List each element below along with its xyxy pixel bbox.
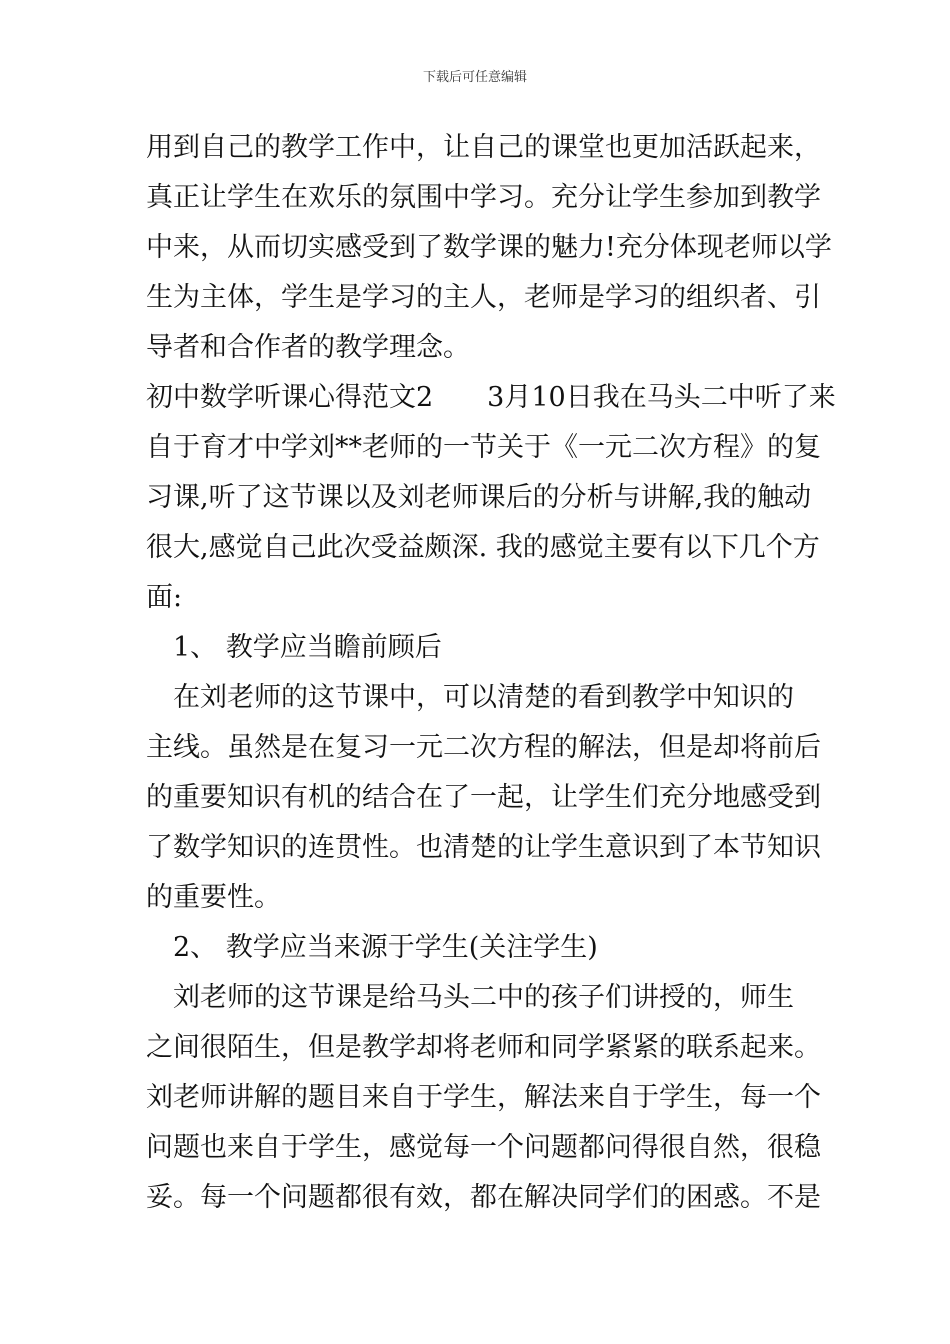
text-line: 的重要知识有机的结合在了一起，让学生们充分地感受到 [146, 782, 821, 813]
text-line: 导者和合作者的教学理念。 [146, 332, 470, 363]
page-header-note: 下载后可任意编辑 [422, 70, 527, 85]
text-line: 了数学知识的连贯性。也清楚的让学生意识到了本节知识 [146, 832, 821, 863]
text-line: 妥。每一个问题都很有效，都在解决同学们的困惑。不是 [146, 1182, 821, 1213]
text-line: 真正让学生在欢乐的氛围中学习。充分让学生参加到教学 [146, 182, 821, 213]
text-line: 中来，从而切实感受到了数学课的魅力!充分体现老师以学 [146, 232, 832, 263]
text-line: 自于育才中学刘**老师的一节关于《一元二次方程》的复 [146, 432, 821, 463]
text-line: 问题也来自于学生，感觉每一个问题都问得很自然，很稳 [146, 1132, 821, 1163]
list-heading-1: 1、 教学应当瞻前顾后 [146, 632, 442, 663]
text-line: 面: [146, 582, 183, 613]
text-line: 生为主体，学生是学习的主人，老师是学习的组织者、引 [146, 282, 821, 313]
text-line: 的重要性。 [146, 882, 281, 913]
text-line: 刘老师的这节课是给马头二中的孩子们讲授的，师生 [146, 982, 794, 1013]
text-line: 很大,感觉自己此次受益颇深. 我的感觉主要有以下几个方 [146, 532, 820, 563]
text-line: 刘老师讲解的题目来自于学生，解法来自于学生，每一个 [146, 1082, 821, 1113]
text-line: 用到自己的教学工作中，让自己的课堂也更加活跃起来， [146, 132, 821, 163]
text-line: 在刘老师的这节课中，可以清楚的看到教学中知识的 [146, 682, 794, 713]
text-line: 之间很陌生，但是教学却将老师和同学紧紧的联系起来。 [146, 1032, 821, 1063]
text-line: 主线。虽然是在复习一元二次方程的解法，但是却将前后 [146, 732, 821, 763]
list-heading-2: 2、 教学应当来源于学生(关注学生) [146, 932, 598, 963]
text-line: 习课,听了这节课以及刘老师课后的分析与讲解,我的触动 [146, 482, 812, 513]
section-heading-line: 初中数学听课心得范文2 3月10日我在马头二中听了来 [146, 382, 836, 413]
